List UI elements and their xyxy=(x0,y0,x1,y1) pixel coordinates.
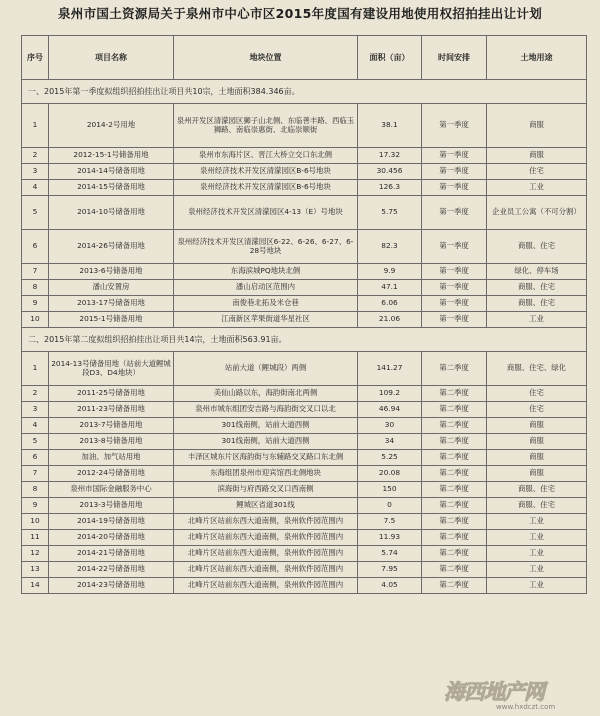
cell-area: 7.5 xyxy=(358,514,422,530)
cell-area: 38.1 xyxy=(358,104,422,148)
table-row xyxy=(22,530,587,546)
header-no: 序号 xyxy=(22,36,49,80)
cell-area: 11.93 xyxy=(358,530,422,546)
cell-location: 北峰片区站前东西大道南侧，泉州软件园范围内 xyxy=(174,546,358,562)
cell-area: 34 xyxy=(358,434,422,450)
cell-area: 30 xyxy=(358,418,422,434)
cell-use: 商服、住宅 xyxy=(487,296,587,312)
cell-schedule: 第二季度 xyxy=(422,546,487,562)
table-row xyxy=(22,196,587,230)
cell-area: 109.2 xyxy=(358,386,422,402)
cell-use: 商服、住宅 xyxy=(487,498,587,514)
cell-use: 商服、住宅 xyxy=(487,230,587,264)
table-row xyxy=(22,386,587,402)
cell-name: 2013-7号储备用地 xyxy=(49,418,174,434)
header-area: 面积（亩） xyxy=(358,36,422,80)
cell-use: 工业 xyxy=(487,312,587,328)
cell-schedule: 第二季度 xyxy=(422,530,487,546)
table-row xyxy=(22,514,587,530)
table-row xyxy=(22,450,587,466)
table-row xyxy=(22,578,587,594)
cell-use: 商服 xyxy=(487,148,587,164)
cell-name: 2014-13号储备用地（站前大道鲤城段D3、D4地块） xyxy=(49,352,174,386)
cell-area: 82.3 xyxy=(358,230,422,264)
table-row xyxy=(22,164,587,180)
header-schedule: 时间安排 xyxy=(422,36,487,80)
table-row xyxy=(22,296,587,312)
cell-location: 东海组团泉州市迎宾馆西北侧地块 xyxy=(174,466,358,482)
cell-no: 7 xyxy=(22,466,49,482)
cell-no: 8 xyxy=(22,482,49,498)
cell-no: 13 xyxy=(22,562,49,578)
cell-location: 滨海街与府西路交叉口西南侧 xyxy=(174,482,358,498)
cell-area: 5.74 xyxy=(358,546,422,562)
table-row xyxy=(22,482,587,498)
cell-name: 2015-1号储备用地 xyxy=(49,312,174,328)
cell-location: 北峰片区站前东西大道南侧，泉州软件园范围内 xyxy=(174,578,358,594)
cell-no: 3 xyxy=(22,402,49,418)
cell-use: 商服 xyxy=(487,418,587,434)
cell-location: 东海滨城PQ地块北侧 xyxy=(174,264,358,280)
table-row xyxy=(22,148,587,164)
cell-location: 南俊巷北拓及米仓巷 xyxy=(174,296,358,312)
cell-area: 30.456 xyxy=(358,164,422,180)
cell-area: 126.3 xyxy=(358,180,422,196)
cell-schedule: 第二季度 xyxy=(422,418,487,434)
cell-schedule: 第二季度 xyxy=(422,562,487,578)
site-watermark-logo: 海西地产网 xyxy=(444,680,544,704)
cell-location: 美仙山路以东，海韵街南北两侧 xyxy=(174,386,358,402)
cell-area: 5.75 xyxy=(358,196,422,230)
cell-use: 工业 xyxy=(487,530,587,546)
cell-use: 住宅 xyxy=(487,164,587,180)
cell-area: 21.06 xyxy=(358,312,422,328)
table-row xyxy=(22,180,587,196)
cell-name: 2014-15号储备用地 xyxy=(49,180,174,196)
cell-name: 2013-3号储备用地 xyxy=(49,498,174,514)
cell-no: 6 xyxy=(22,450,49,466)
cell-use: 住宅 xyxy=(487,386,587,402)
cell-name: 2014-22号储备用地 xyxy=(49,562,174,578)
cell-schedule: 第一季度 xyxy=(422,104,487,148)
cell-schedule: 第二季度 xyxy=(422,386,487,402)
cell-no: 5 xyxy=(22,434,49,450)
cell-name: 2011-25号储备用地 xyxy=(49,386,174,402)
cell-location: 北峰片区站前东西大道南侧，泉州软件园范围内 xyxy=(174,514,358,530)
header-use: 土地用途 xyxy=(487,36,587,80)
cell-name: 2014-20号储备用地 xyxy=(49,530,174,546)
site-watermark-url: www.hxdczt.com xyxy=(496,703,556,711)
cell-schedule: 第一季度 xyxy=(422,312,487,328)
cell-name: 2011-23号储备用地 xyxy=(49,402,174,418)
cell-use: 商服 xyxy=(487,450,587,466)
cell-no: 2 xyxy=(22,148,49,164)
cell-location: 丰泽区城东片区海韵街与东辅路交叉路口东北侧 xyxy=(174,450,358,466)
table-row xyxy=(22,546,587,562)
cell-no: 8 xyxy=(22,280,49,296)
cell-name: 2012-15-1号储备用地 xyxy=(49,148,174,164)
cell-schedule: 第一季度 xyxy=(422,230,487,264)
cell-schedule: 第二季度 xyxy=(422,352,487,386)
cell-location: 泉州经济技术开发区清濛园区6-22、6-26、6-27、6-28号地块 xyxy=(174,230,358,264)
cell-area: 20.08 xyxy=(358,466,422,482)
table-row xyxy=(22,280,587,296)
cell-location: 江南新区苹果街道华星社区 xyxy=(174,312,358,328)
cell-location: 301线南侧，站前大道西侧 xyxy=(174,418,358,434)
cell-use: 商服 xyxy=(487,104,587,148)
cell-use: 工业 xyxy=(487,562,587,578)
cell-location: 潘山启动区范围内 xyxy=(174,280,358,296)
table-row xyxy=(22,498,587,514)
cell-location: 泉州市城东组团安吉路与海韵街交叉口以北 xyxy=(174,402,358,418)
table-row xyxy=(22,230,587,264)
table-row xyxy=(22,104,587,148)
cell-location: 鲤城区省道301线 xyxy=(174,498,358,514)
cell-location: 泉州经济技术开发区清濛园区B-6号地块 xyxy=(174,180,358,196)
cell-area: 9.9 xyxy=(358,264,422,280)
cell-no: 12 xyxy=(22,546,49,562)
cell-name: 2014-10号储备用地 xyxy=(49,196,174,230)
cell-name: 2013-6号储备用地 xyxy=(49,264,174,280)
cell-name: 2014-14号储备用地 xyxy=(49,164,174,180)
cell-name: 2013-8号储备用地 xyxy=(49,434,174,450)
document-title: 泉州市国土资源局关于泉州市中心市区2015年度国有建设用地使用权招拍挂出让计划 xyxy=(58,6,542,21)
cell-area: 17.32 xyxy=(358,148,422,164)
cell-schedule: 第一季度 xyxy=(422,164,487,180)
cell-schedule: 第一季度 xyxy=(422,196,487,230)
cell-schedule: 第二季度 xyxy=(422,434,487,450)
cell-no: 1 xyxy=(22,104,49,148)
cell-name: 2014-21号储备用地 xyxy=(49,546,174,562)
cell-no: 1 xyxy=(22,352,49,386)
cell-schedule: 第二季度 xyxy=(422,514,487,530)
table-row xyxy=(22,402,587,418)
cell-area: 6.06 xyxy=(358,296,422,312)
cell-name: 2014-2号用地 xyxy=(49,104,174,148)
section-heading-row xyxy=(22,80,587,104)
table-row xyxy=(22,312,587,328)
cell-area: 150 xyxy=(358,482,422,498)
section1-heading: 一、2015年第一季度拟组织招拍挂出让项目共10宗，土地面积384.346亩。 xyxy=(22,80,587,104)
cell-schedule: 第二季度 xyxy=(422,482,487,498)
table-row xyxy=(22,418,587,434)
cell-no: 5 xyxy=(22,196,49,230)
cell-no: 11 xyxy=(22,530,49,546)
cell-use: 商服、住宅 xyxy=(487,280,587,296)
cell-no: 9 xyxy=(22,296,49,312)
cell-use: 工业 xyxy=(487,180,587,196)
cell-schedule: 第二季度 xyxy=(422,450,487,466)
cell-area: 141.27 xyxy=(358,352,422,386)
cell-use: 工业 xyxy=(487,578,587,594)
cell-use: 企业员工公寓（不可分割） xyxy=(487,196,587,230)
cell-schedule: 第一季度 xyxy=(422,148,487,164)
cell-schedule: 第二季度 xyxy=(422,498,487,514)
cell-location: 站前大道（鲤城段）两侧 xyxy=(174,352,358,386)
cell-name: 2012-24号储备用地 xyxy=(49,466,174,482)
cell-area: 4.05 xyxy=(358,578,422,594)
cell-name: 泉州市国际金融服务中心 xyxy=(49,482,174,498)
cell-area: 47.1 xyxy=(358,280,422,296)
cell-name: 2014-19号储备用地 xyxy=(49,514,174,530)
cell-name: 2014-26号储备用地 xyxy=(49,230,174,264)
cell-name: 2013-17号储备用地 xyxy=(49,296,174,312)
cell-location: 301线南侧，站前大道西侧 xyxy=(174,434,358,450)
cell-schedule: 第一季度 xyxy=(422,280,487,296)
cell-no: 10 xyxy=(22,514,49,530)
cell-no: 7 xyxy=(22,264,49,280)
cell-location: 泉州开发区清濛园区狮子山北侧、东临善丰路、西临玉狮路、南临崇惠街、北临崇顺街 xyxy=(174,104,358,148)
cell-use: 工业 xyxy=(487,514,587,530)
cell-location: 泉州经济技术开发区清濛园区B-6号地块 xyxy=(174,164,358,180)
cell-use: 工业 xyxy=(487,546,587,562)
section-heading-row xyxy=(22,328,587,352)
cell-location: 北峰片区站前东西大道南侧，泉州软件园范围内 xyxy=(174,530,358,546)
cell-no: 6 xyxy=(22,230,49,264)
cell-area: 46.94 xyxy=(358,402,422,418)
cell-area: 7.95 xyxy=(358,562,422,578)
cell-no: 2 xyxy=(22,386,49,402)
cell-schedule: 第二季度 xyxy=(422,402,487,418)
cell-name: 加油、加气站用地 xyxy=(49,450,174,466)
cell-no: 10 xyxy=(22,312,49,328)
cell-no: 3 xyxy=(22,164,49,180)
land-plan-table xyxy=(21,35,587,594)
cell-location: 北峰片区站前东西大道南侧，泉州软件园范围内 xyxy=(174,562,358,578)
cell-schedule: 第一季度 xyxy=(422,264,487,280)
table-row xyxy=(22,434,587,450)
table-row xyxy=(22,562,587,578)
cell-use: 商服、住宅、绿化 xyxy=(487,352,587,386)
cell-schedule: 第一季度 xyxy=(422,180,487,196)
cell-name: 2014-23号储备用地 xyxy=(49,578,174,594)
cell-no: 4 xyxy=(22,180,49,196)
cell-use: 住宅 xyxy=(487,402,587,418)
section2-heading: 二、2015年第二度拟组织招拍挂出让项目共14宗，土地面积563.91亩。 xyxy=(22,328,587,352)
cell-use: 绿化、停车场 xyxy=(487,264,587,280)
header-name: 项目名称 xyxy=(49,36,174,80)
cell-use: 商服、住宅 xyxy=(487,482,587,498)
cell-schedule: 第一季度 xyxy=(422,296,487,312)
table-row xyxy=(22,352,587,386)
cell-no: 14 xyxy=(22,578,49,594)
cell-area: 0 xyxy=(358,498,422,514)
cell-schedule: 第二季度 xyxy=(422,578,487,594)
table-header-row xyxy=(22,36,587,80)
cell-schedule: 第二季度 xyxy=(422,466,487,482)
cell-use: 商服 xyxy=(487,434,587,450)
cell-use: 商服 xyxy=(487,466,587,482)
cell-location: 泉州经济技术开发区清濛园区4-13（E）号地块 xyxy=(174,196,358,230)
table-row xyxy=(22,264,587,280)
cell-area: 5.25 xyxy=(358,450,422,466)
table-row xyxy=(22,466,587,482)
cell-location: 泉州市东海片区、晋江大桥立交口东北侧 xyxy=(174,148,358,164)
cell-name: 潘山安置房 xyxy=(49,280,174,296)
cell-no: 4 xyxy=(22,418,49,434)
header-location: 地块位置 xyxy=(174,36,358,80)
cell-no: 9 xyxy=(22,498,49,514)
